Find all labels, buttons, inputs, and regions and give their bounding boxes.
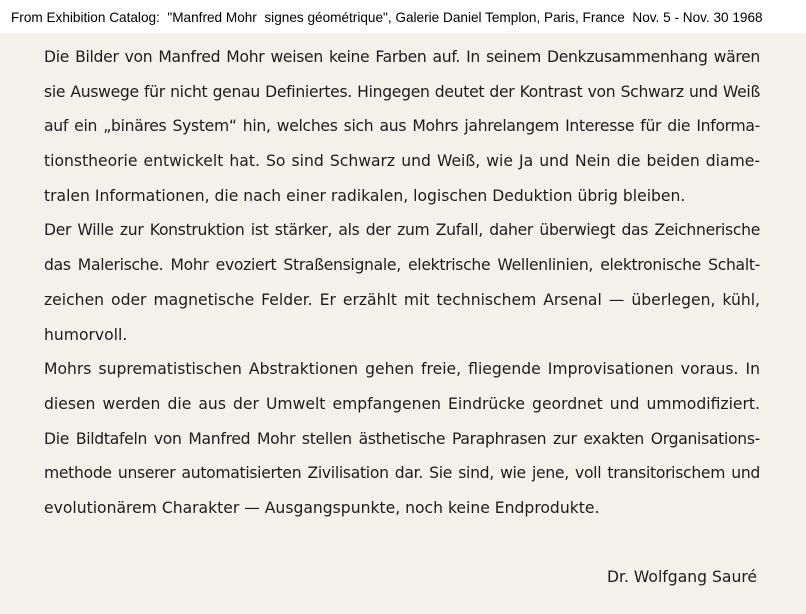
text-line: diesen werden die aus der Umwelt empfangenen Eindrücke geordnet und ummodifiziert. <box>44 394 760 413</box>
text-line: evolutionärem Charakter — Ausgangspunkte, noch keine Endprodukte. <box>44 498 600 517</box>
text-line: das Malerische. Mohr evoziert Straßensignale, elektrische Wellenlinien, elektronische Schalt- <box>44 256 760 275</box>
author-signature: Dr. Wolfgang Sauré <box>607 568 757 586</box>
text-line: Mohrs suprematistischen Abstraktionen gehen freie, fliegende Improvisationen voraus. In <box>44 360 760 379</box>
text-line: zeichen oder magnetische Felder. Er erzählt mit technischem Arsenal — überlegen, kühl, <box>44 290 760 309</box>
text-line: Die Bilder von Manfred Mohr weisen keine Farben auf. In seinem Denkzusammenhang wären <box>44 48 760 66</box>
text-line: Der Wille zur Konstruktion ist stärker, als der zum Zufall, daher überwiegt das Zeichnerische <box>44 221 760 240</box>
text-line: tralen Informationen, die nach einer radikalen, logischen Deduktion übrig bleiben. <box>44 186 686 205</box>
text-line: methode unserer automatisierten Zivilisation dar. Sie sind, wie jene, voll transitorischem und <box>44 464 760 483</box>
text-line: tionstheorie entwickelt hat. So sind Schwarz und Weiß, wie Ja und Nein die beiden diame- <box>44 152 760 171</box>
text-line: auf ein „binäres System“ hin, welches sich aus Mohrs jahrelangem Interesse für die Informa- <box>44 117 760 136</box>
text-line: humorvoll. <box>44 325 128 344</box>
text-line: sie Auswege für nicht genau Definiertes. Hingegen deutet der Kontrast von Schwarz und Weiß <box>44 82 760 101</box>
text-line: Die Bildtafeln von Manfred Mohr stellen ästhetische Paraphrasen zur exakten Organisations- <box>44 429 760 448</box>
essay-text <box>44 45 760 531</box>
catalog-caption: From Exhibition Catalog: "Manfred Mohr signes géométrique", Galerie Daniel Templon, Paris, France Nov. 5 - Nov. 30 1968 <box>11 10 763 25</box>
